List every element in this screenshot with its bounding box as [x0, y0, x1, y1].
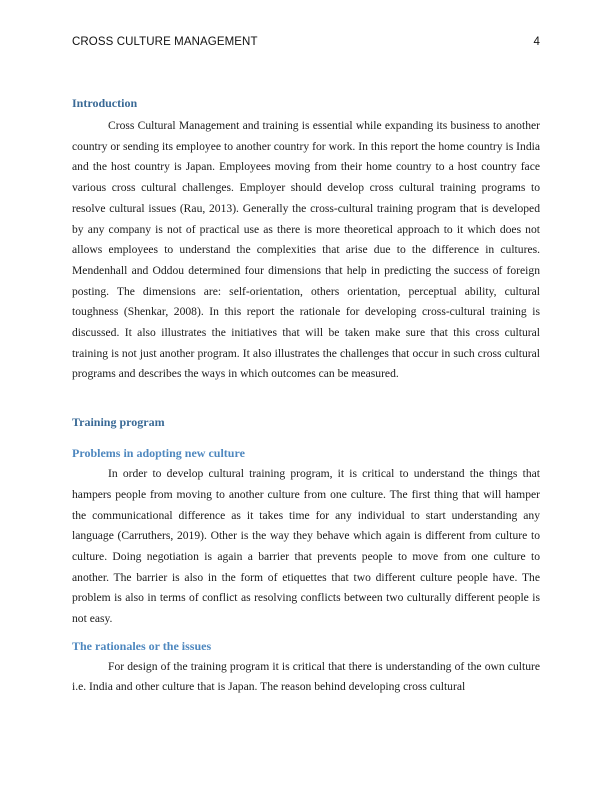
header-title: CROSS CULTURE MANAGEMENT	[72, 36, 258, 48]
heading-introduction: Introduction	[72, 96, 138, 110]
paragraph-problems: In order to develop cultural training program, it is critical to understand the things that hampers people from moving to another culture from one culture. The first thing that will hamper the communicational difference as it takes time for any individual to start understanding any language (Carruthers, 2019). Other is the way they behave which again is different from culture to culture. Doing negotiation is again a barrier that prevents people to move from one culture to another. The barrier is also in the form of etiquettes that two different culture people have. The problem is also in terms of conflict as resolving conflicts between two culturally different people is not easy.	[72, 467, 540, 626]
heading-problems: Problems in adopting new culture	[72, 446, 245, 461]
paragraph-introduction: Cross Cultural Management and training is essential while expanding its business to another country or sending its employee to another country for work. In this report the home country is India and the host country is Japan. Employees moving from their home country to a host country face various cross cultural challenges. Employer should develop cross cultural training programs to resolve cultural issues (Rau, 2013). Generally the cross-cultural training program that is developed by any company is not of practical use as there is more theoretical approach to it which does not allows employees to understand the complexities that arise due to the difference in cultures. Mendenhall and Oddou determined four dimensions that help in predicting the success of foreign posting. The dimensions are: self-orientation, others orientation, perceptual ability, cultural toughness (Shenkar, 2008). In this report the rationale for developing cross-cultural training is discussed. It also illustrates the initiatives that will be taken make sure that this cross cultural training is not just another program. It also illustrates the challenges that occur in such cross cultural programs and describes the ways in which outcomes can be measured.	[72, 119, 540, 381]
heading-training-program: Training program	[72, 415, 165, 430]
paragraph-rationales: For design of the training program it is critical that there is understanding of the own culture i.e. India and other culture that is Japan. The reason behind developing cross cultural	[72, 659, 540, 694]
page-number: 4	[533, 36, 540, 48]
document-body	[72, 96, 540, 698]
heading-rationales: The rationales or the issues	[72, 638, 212, 653]
running-header	[72, 36, 540, 50]
